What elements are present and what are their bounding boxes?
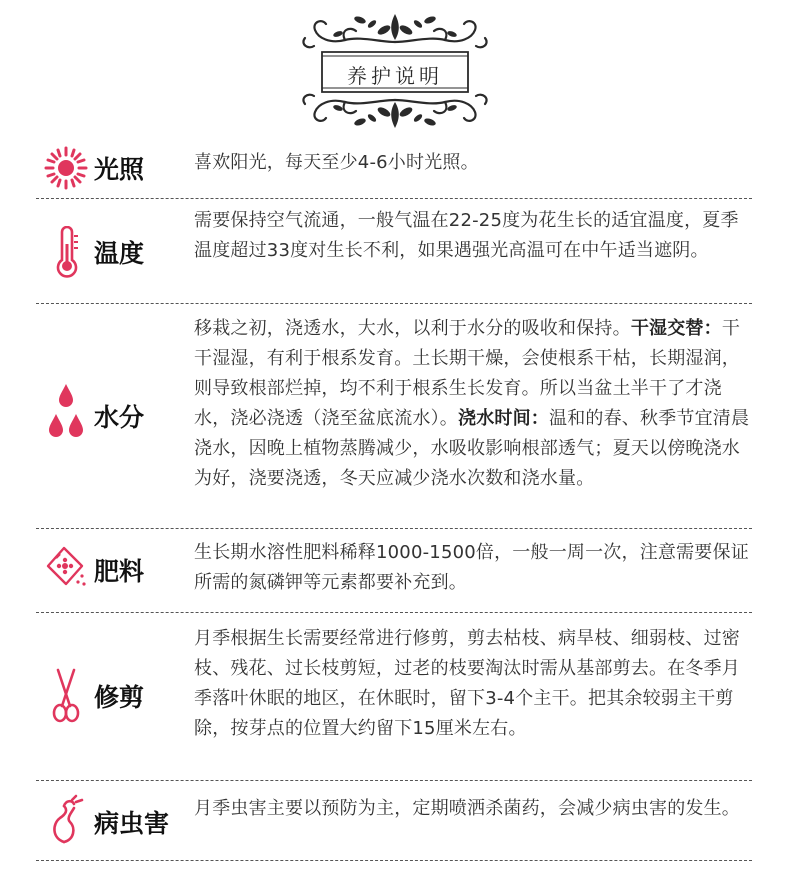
divider (36, 612, 752, 613)
section-light (36, 138, 752, 198)
section-highlight: 干湿交替： (630, 318, 722, 339)
divider (36, 303, 752, 304)
page-title: 养护说明 (347, 64, 443, 88)
section-label: 光照 (94, 155, 145, 184)
divider (36, 780, 752, 781)
section-temperature (36, 204, 752, 302)
section-text: 需要保持空气流通，一般气温在22-25度为花生长的适宜温度，夏季温度超过33度对生长不利，如果遇强光高温可在中午适当遮阴。 (194, 210, 739, 261)
section-label: 温度 (94, 239, 145, 268)
thermometer-icon (44, 226, 88, 278)
section-label: 修剪 (94, 683, 145, 712)
divider (36, 198, 752, 199)
section-label: 病虫害 (94, 809, 170, 838)
header-ornament (0, 0, 790, 135)
section-text-part: 干干湿湿，有利于根系发育。土长期干燥，会使根系干枯，长期湿润，则导致根部烂掉，均不利于根系生长发育。所以当盆土半干了才浇水，浇必浇透（浇至盆底流水）。 (194, 318, 741, 429)
divider (36, 528, 752, 529)
bug-icon (44, 794, 88, 846)
section-text-part: 移栽之初，浇透水，大水，以利于水分的吸收和保持。 (194, 318, 631, 339)
water-drops-icon (44, 382, 88, 446)
section-text: 月季根据生长需要经常进行修剪，剪去枯枝、病旱枝、细弱枝、过密枝、残花、过长枝剪短，过老的枝要淘汰时需从基部剪去。在冬季月季落叶休眠的地区，在休眠时，留下3-4个主干。把其余较弱主干剪除，按芽点的位置大约留下15厘米左右。 (194, 628, 740, 739)
sun-icon (44, 142, 88, 194)
section-fertilizer (36, 534, 752, 602)
section-text (194, 314, 754, 494)
section-highlight: 浇水时间： (458, 408, 549, 429)
divider (36, 860, 752, 861)
section-pruning (36, 620, 752, 780)
section-text-part: 温和的春、秋季节宜清晨浇水，因晚上植物蒸腾减少，水吸收影响根部透气；夏天以傍晚浇水为好，浇要浇透，冬天应减少浇水次数和浇水量。 (194, 408, 750, 489)
section-water (36, 310, 752, 528)
fertilizer-bag-icon (44, 540, 88, 592)
section-label: 水分 (94, 403, 145, 432)
scissors-icon (44, 668, 88, 724)
section-text: 月季虫害主要以预防为主，定期喷洒杀菌药，会减少病虫害的发生。 (194, 798, 740, 819)
section-label: 肥料 (94, 557, 145, 586)
section-pests (36, 786, 752, 856)
section-text: 生长期水溶性肥料稀释1000-1500倍，一般一周一次，注意需要保证所需的氮磷钾等元素都要补充到。 (194, 542, 749, 593)
section-text: 喜欢阳光，每天至少4-6小时光照。 (194, 152, 479, 173)
